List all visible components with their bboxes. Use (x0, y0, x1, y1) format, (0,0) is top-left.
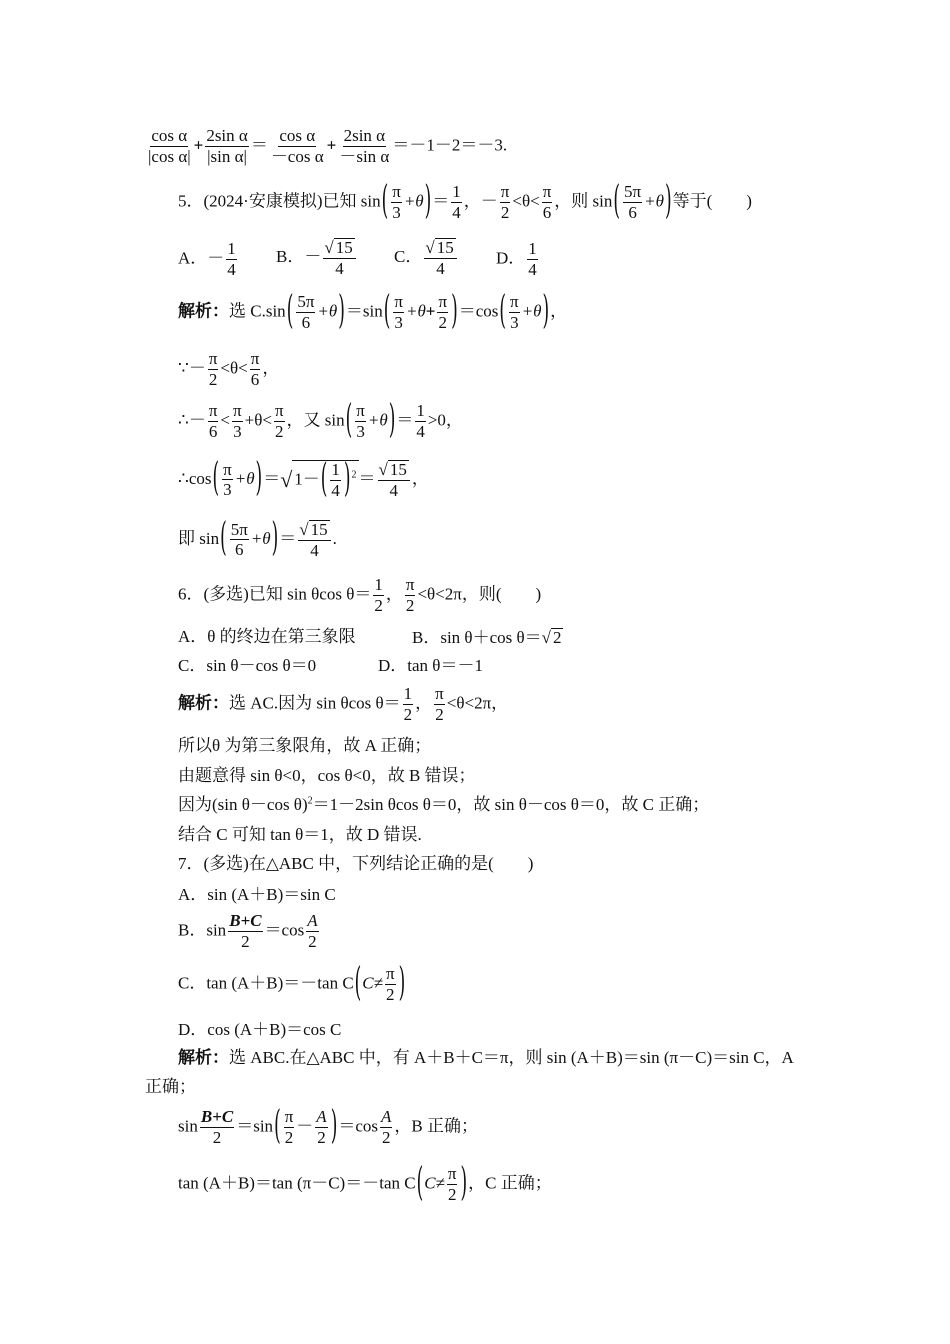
q5-option-b: B．－ $\frac{√ 15}{4}$ (276, 238, 358, 278)
q5-solution-line-2: ∵－ $\frac{\pi}{2}$ <θ< $\frac{\pi}{6}$ ， (178, 349, 280, 389)
question-5: 5．(2024·安康模拟)已知 sin( $\frac{\pi}{3}$ +θ)＝ $\frac{1}{4}$ ，－ $\frac{\pi}{2}$ <θ< $\frac{\pi}{6}$ ，则 sin( $\frac{5\pi}{6}$ +θ)等于( ) (178, 178, 752, 225)
q5-option-a: A．－ $\frac{1}{4}$ (178, 239, 236, 279)
fraction: $\frac{\text{2sin α}}{\text{－sin α}}$ (339, 126, 390, 166)
q6-option-d: D．tan θ＝－1 (378, 656, 483, 675)
q6-solution-line-5: 结合 C 可知 tan θ＝1，故 D 错误. (178, 825, 422, 844)
q6-option-a: A．θ 的终边在第三象限 (178, 627, 356, 646)
q7-option-d: D．cos (A＋B)＝cos C (178, 1020, 342, 1039)
q7-solution-line-3: sin $\frac{B+C}{2}$ ＝sin( $\frac{\pi}{2}$ － $\frac{A}{2}$ )＝cos $\frac{A}{2}$ ，B 正确； (178, 1103, 478, 1150)
q6-option-c: C．sin θ－cos θ＝0 (178, 656, 317, 675)
q7-solution-line-2: 正确； (145, 1077, 196, 1096)
q7-solution-line-4: tan (A＋B)＝tan (π－C)＝－tan C(C≠ $\frac{\pi}{2}$ )，C 正确； (178, 1160, 552, 1207)
q5-solution-line-5: 即 sin( $\frac{5\pi}{6}$ +θ)＝ $\frac{√ 15}{4}$ . (178, 515, 337, 562)
q5-option-d: D． $\frac{1}{4}$ (496, 239, 537, 279)
q6-solution-line-1: 解析：选 AC.因为 sin θcos θ＝ $\frac{1}{2}$ ， $\frac{\pi}{2}$ <θ<2π， (178, 684, 509, 724)
q5-option-c: C． $\frac{√ 15}{4}$ (394, 238, 459, 278)
question-6: 6．(多选)已知 sin θcos θ＝ $\frac{1}{2}$ ， $\frac{\pi}{2}$ <θ<2π，则( ) (178, 575, 542, 615)
q7-option-a: A．sin (A＋B)＝sin C (178, 885, 336, 904)
line-1-expression: $\frac{\text{cos α}}{\text{|cos α|}}$ + $\frac{\text{2sin α}}{\text{|sin α|}}$ ＝ $\frac{\text{cos α}}{\text{－cos α}}$ + $\frac{\text{2sin α}}{\text{－sin α}}$ ＝－1－2＝－3. (148, 126, 508, 166)
q5-solution-line-3: ∴－ $\frac{\pi}{6}$ < $\frac{\pi}{3}$ +θ< $\frac{\pi}{2}$ ，又 sin( $\frac{\pi}{3}$ +θ)＝ $\frac{1}{4}$ >0， (178, 397, 463, 444)
q5-solution-line-1: 解析：选 C.sin( $\frac{5\pi}{6}$ +θ)＝sin( $\frac{\pi}{3}$ +θ+ $\frac{\pi}{2}$ )＝cos( $\frac{\pi}{3}$ +θ)， (178, 288, 568, 335)
fraction: $\frac{\text{cos α}}{\text{－cos α}}$ (270, 126, 324, 166)
fraction: $\frac{\text{2sin α}}{\text{|sin α|}}$ (206, 126, 248, 166)
fraction: $\frac{\text{cos α}}{\text{|cos α|}}$ (148, 126, 191, 166)
q5-solution-line-4: ∴cos( $\frac{\pi}{3}$ +θ)＝√ 1－( $\frac{1}{4}$ )$^2$ ＝ $\frac{√ 15}{4}$ ， (178, 455, 429, 503)
q7-solution-line-1: 解析：选 ABC.在△ABC 中，有 A＋B＋C＝π，则 sin (A＋B)＝sin (π－C)＝sin C，A (178, 1048, 794, 1067)
q6-option-b: B．sin θ＋cos θ＝√ 2 (412, 628, 562, 647)
question-7: 7．(多选)在△ABC 中，下列结论正确的是( ) (178, 854, 534, 873)
q7-option-b: B．sin $\frac{B+C}{2}$ ＝cos $\frac{A}{2}$ (178, 911, 318, 951)
q7-option-c: C．tan (A＋B)＝－tan C(C≠ $\frac{\pi}{2}$ ) (178, 960, 406, 1007)
q6-solution-line-2: 所以θ 为第三象限角，故 A 正确； (178, 736, 432, 755)
q6-solution-line-3: 由题意得 sin θ<0，cos θ<0，故 B 错误； (178, 766, 476, 785)
q6-solution-line-4: 因为(sin θ－cos θ)$^2$＝1－2sin θcos θ＝0，故 sin θ－cos θ＝0，故 C 正确； (178, 795, 710, 814)
